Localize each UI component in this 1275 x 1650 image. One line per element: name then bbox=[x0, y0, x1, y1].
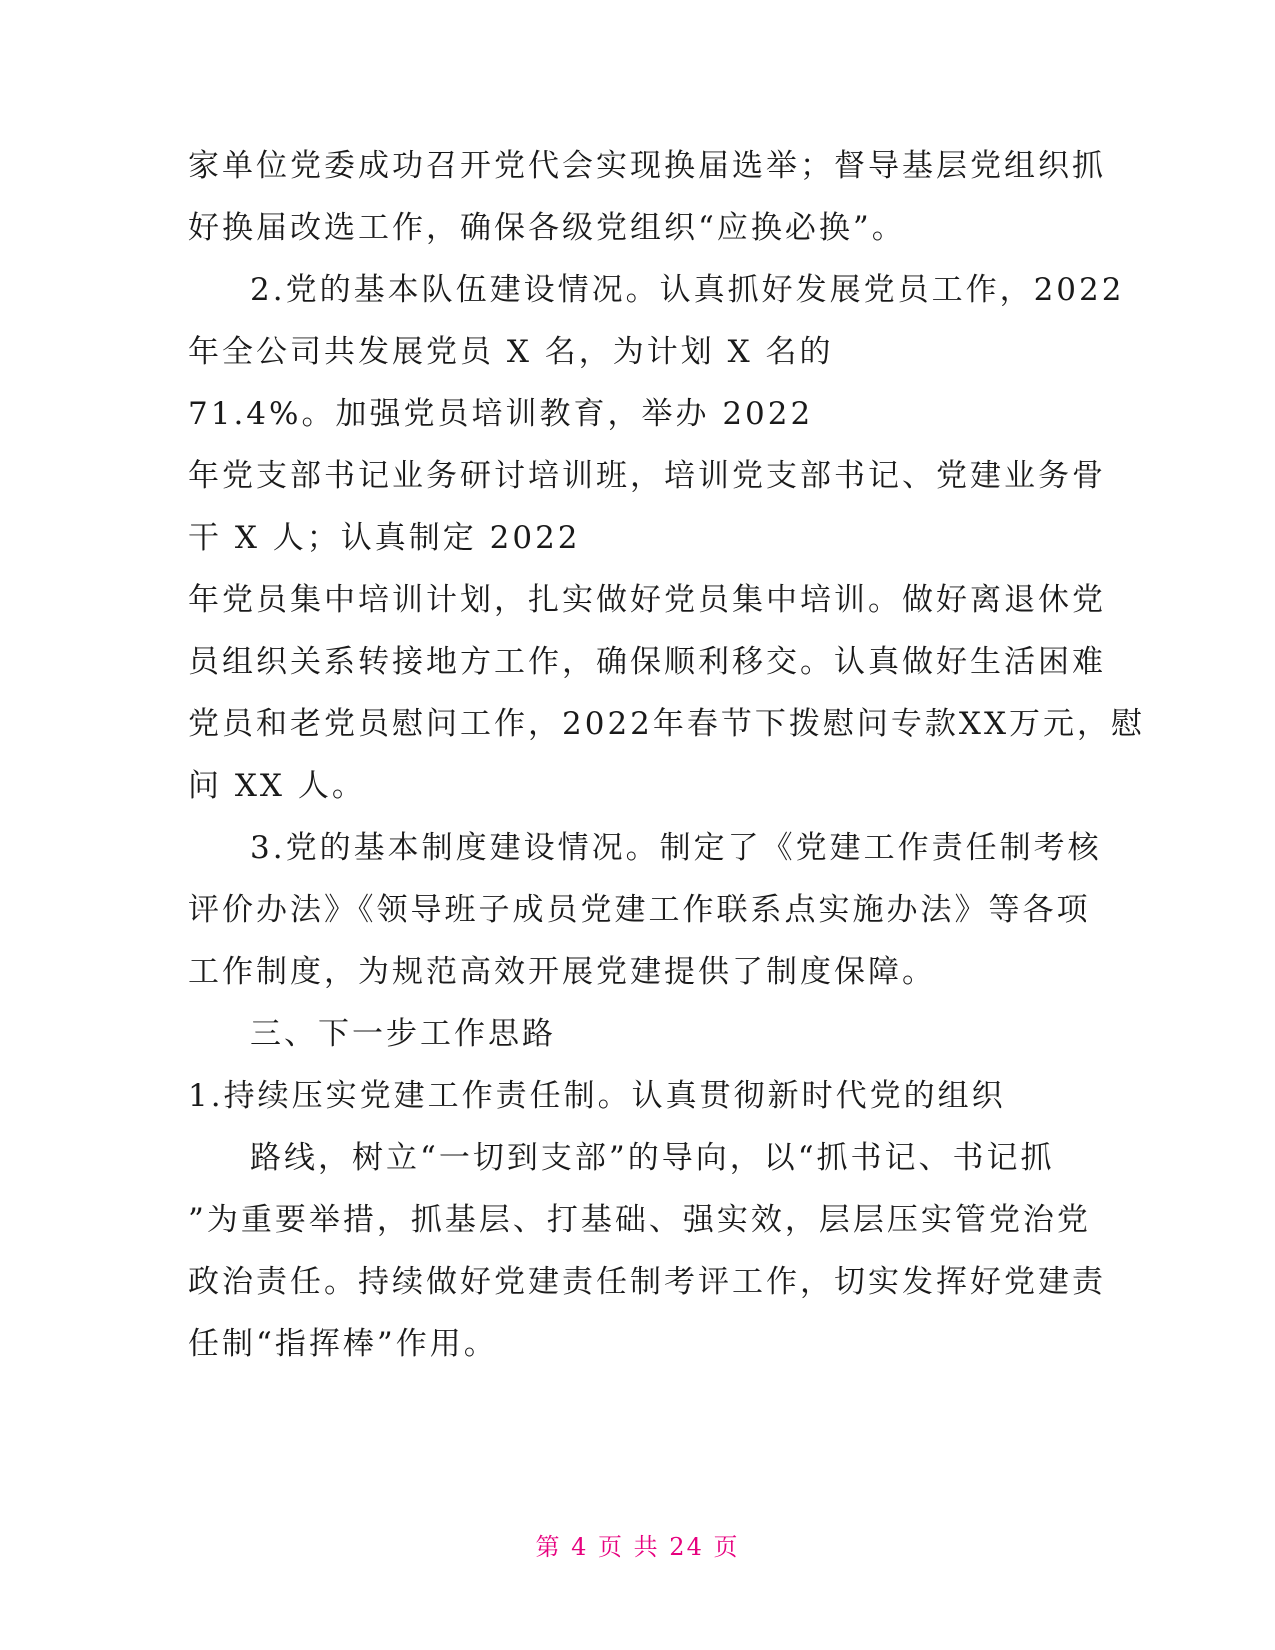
body-line: 71.4%。加强党员培训教育，举办 2022 bbox=[188, 396, 814, 432]
body-line: 1.持续压实党建工作责任制。认真贯彻新时代党的组织 bbox=[188, 1078, 1006, 1114]
body-line: 员组织关系转接地方工作，确保顺利移交。认真做好生活困难 bbox=[188, 644, 1106, 680]
body-line: 评价办法》《领导班子成员党建工作联系点实施办法》等各项 bbox=[188, 892, 1091, 928]
paragraph-heading-line: 2.党的基本队伍建设情况。认真抓好发展党员工作，2022 bbox=[250, 272, 1125, 308]
paragraph-heading-line: 3.党的基本制度建设情况。制定了《党建工作责任制考核 bbox=[250, 830, 1102, 866]
body-line: 年党支部书记业务研讨培训班，培训党支部书记、党建业务骨 bbox=[188, 458, 1106, 494]
body-line: 任制“指挥棒”作用。 bbox=[188, 1326, 498, 1362]
body-line: 路线，树立“一切到支部”的导向，以“抓书记、书记抓 bbox=[250, 1140, 1055, 1176]
body-line: ”为重要举措，抓基层、打基础、强实效，层层压实管党治党 bbox=[188, 1202, 1091, 1238]
body-line: 政治责任。持续做好党建责任制考评工作，切实发挥好党建责 bbox=[188, 1264, 1106, 1300]
body-line: 年党员集中培训计划，扎实做好党员集中培训。做好离退休党 bbox=[188, 582, 1106, 618]
body-line: 干 X 人；认真制定 2022 bbox=[188, 520, 581, 556]
body-line: 好换届改选工作，确保各级党组织“应换必换”。 bbox=[188, 210, 906, 246]
body-line: 党员和老党员慰问工作，2022年春节下拨慰问专款XX万元，慰 bbox=[188, 706, 1146, 742]
body-line: 工作制度，为规范高效开展党建提供了制度保障。 bbox=[188, 954, 936, 990]
page-number-footer: 第 4 页 共 24 页 bbox=[535, 1533, 740, 1561]
section-heading: 三、下一步工作思路 bbox=[250, 1016, 556, 1052]
body-line: 问 XX 人。 bbox=[188, 768, 366, 804]
body-line: 家单位党委成功召开党代会实现换届选举；督导基层党组织抓 bbox=[188, 148, 1106, 184]
body-line: 年全公司共发展党员 X 名，为计划 X 名的 bbox=[188, 334, 834, 370]
